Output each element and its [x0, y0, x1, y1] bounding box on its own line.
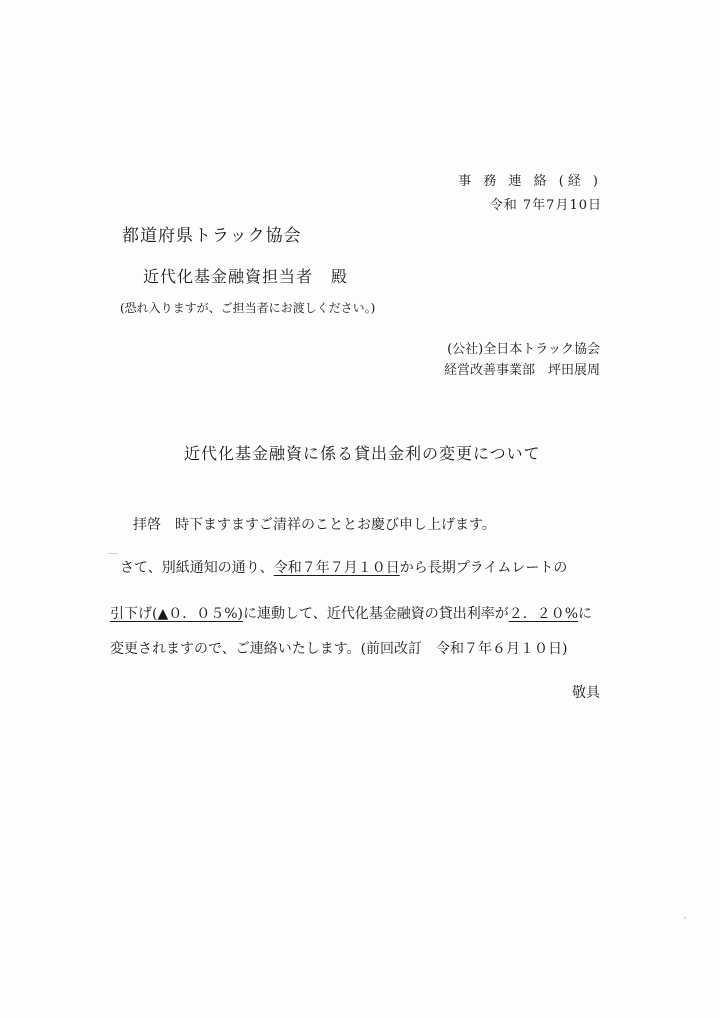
addressee-honorific: 殿 [331, 267, 349, 286]
line1-intro: さて、別紙通知の通り、 [120, 560, 274, 576]
scan-artifact [108, 553, 118, 554]
sender-organization: (公社)全日本トラック協会 [447, 342, 600, 357]
new-rate: ２．２０% [508, 606, 579, 622]
line2-middle: に連動して、近代化基金融資の貸出利率が [243, 606, 509, 622]
addressee-person [143, 269, 348, 285]
delivery-note: (恐れ入りますが、ご担当者にお渡しください。) [120, 301, 376, 315]
rate-change: 引下げ(▲０．０５%) [110, 606, 243, 622]
document-date: 令和 7年7月10日 [489, 198, 602, 213]
greeting-text: 時下ますますご清祥のこととお慶び申し上げます。 [175, 517, 496, 533]
greeting-line [133, 518, 496, 532]
addressee-person-title: 近代化基金融資担当者 [143, 267, 314, 286]
addressee-organization: 都道府県トラック協会 [122, 226, 302, 246]
sender-department: 経営改善事業部 坪田展周 [443, 363, 600, 378]
effective-date: 令和７年７月１０日 [273, 560, 400, 576]
scan-artifact-dot [684, 917, 686, 919]
document-subject: 近代化基金融資に係る貸出金利の変更について [184, 444, 541, 463]
body-paragraph-line-3: 変更されますので、ご連絡いたします。(前回改訂 令和７年６月１０日) [110, 641, 568, 657]
body-paragraph-line-2 [110, 607, 592, 621]
document-type: 事 務 連 絡 (経 ) [458, 174, 602, 189]
line1-rest: から長期プライムレートの [399, 560, 568, 576]
line2-end: に [578, 606, 593, 622]
closing-phrase: 敬具 [572, 685, 600, 701]
greeting-opening: 拝啓 [133, 517, 161, 533]
body-paragraph-line-1 [120, 561, 567, 575]
